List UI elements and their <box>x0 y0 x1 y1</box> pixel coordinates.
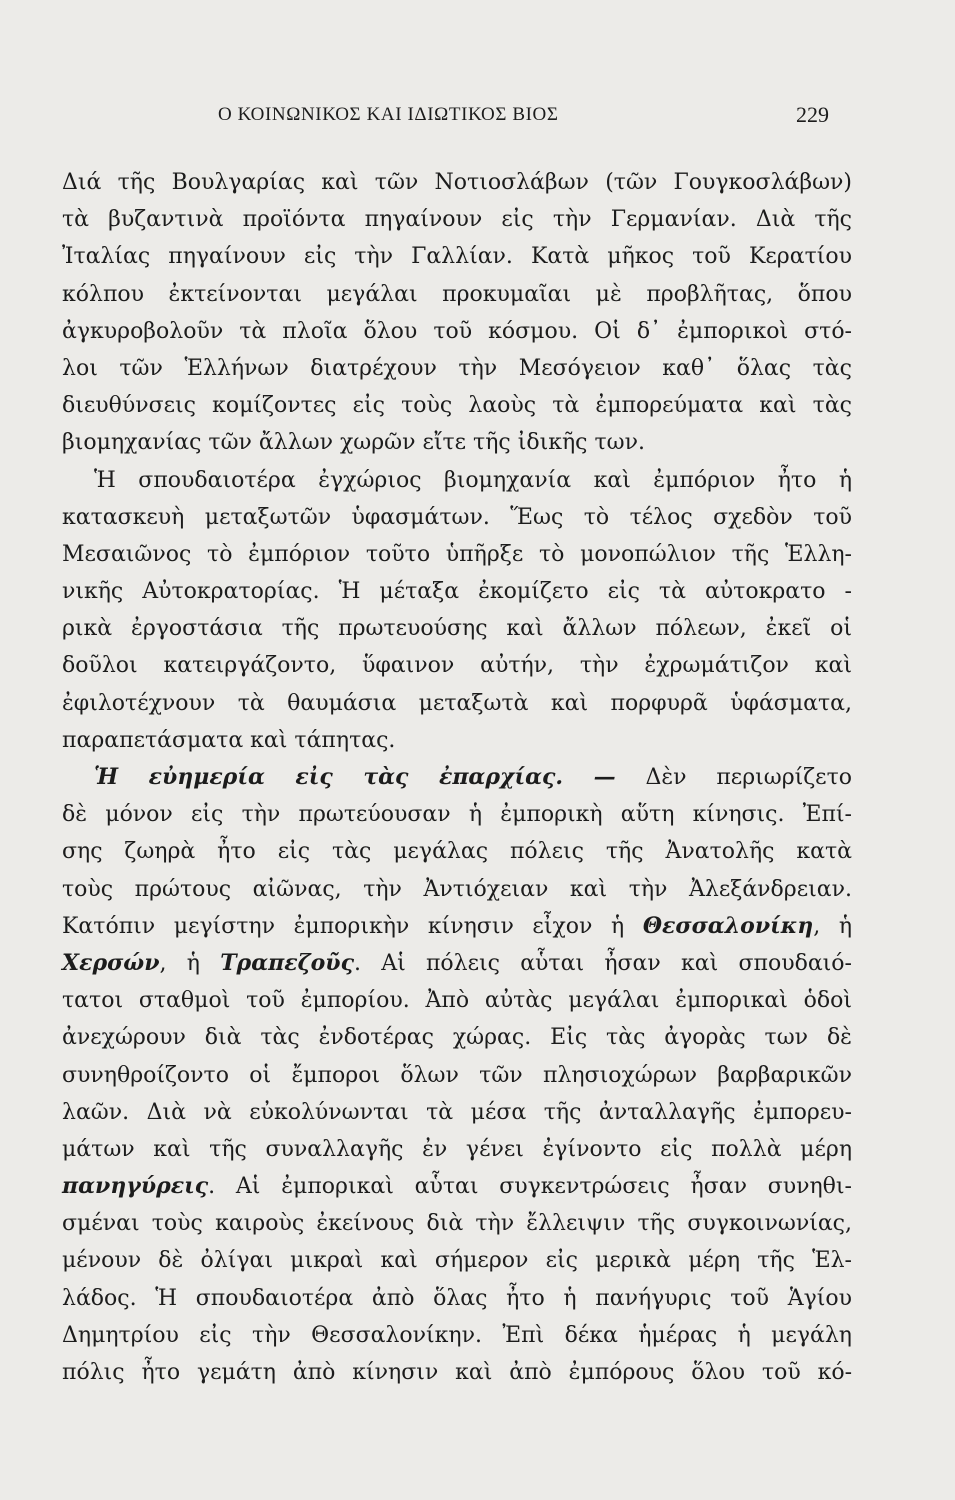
text-line: λάδος. Ἡ σπουδαιοτέρα ἀπὸ ὅλας ἦτο ἡ πανήγυρις τοῦ Ἁγίου <box>62 1285 852 1311</box>
city-name: Θεσσαλονίκη <box>642 912 814 939</box>
body-text <box>62 164 852 1391</box>
text-line: ἀνεχώρουν διὰ τὰς ἐνδοτέρας χώρας. Εἰς τὰς ἀγορὰς των δὲ <box>62 1025 852 1051</box>
text-line: νικῆς Αὐτοκρατορίας. Ἡ μέταξα ἐκομίζετο εἰς τὰ αὐτοκρατο - <box>62 579 852 605</box>
text-line: Δὲν περιωρίζετο <box>645 765 852 790</box>
city-name: Τραπεζοῦς <box>220 949 354 976</box>
text-line: Μεσαιῶνος τὸ ἐμπόριον τοῦτο ὑπῆρξε τὸ μονοπώλιον τῆς Ἑλλη- <box>62 541 852 567</box>
text-line: τατοι σταθμοὶ τοῦ ἐμπορίου. Ἀπὸ αὐτὰς μεγάλαι ἐμπορικαὶ ὁδοὶ <box>62 988 852 1014</box>
emphasized-term: πανηγύρεις <box>62 1173 209 1200</box>
text-line-with-term <box>62 1168 852 1205</box>
text-line: ἐφιλοτέχνουν τὰ θαυμάσια μεταξωτὰ καὶ πορφυρᾶ ὑφάσματα, <box>62 690 852 716</box>
city-name: Χερσών <box>62 949 160 976</box>
text-line: Διά τῆς Βουλγαρίας καὶ τῶν Νοτιοσλάβων (τῶν Γουγκοσλάβων) <box>62 170 852 195</box>
text-line: Κατόπιν μεγίστην ἐμπορικὴν κίνησιν εἶχον ἡ <box>62 913 625 939</box>
text-line: δοῦλοι κατειργάζοντο, ὕφαινον αὐτήν, τὴν ἐχρωμάτιζον καὶ <box>62 653 852 679</box>
text-line: πόλις ἦτο γεμάτη ἀπὸ κίνησιν καὶ ἀπὸ ἐμπόρους ὅλου τοῦ κό- <box>62 1360 852 1385</box>
text-line: ἀγκυροβολοῦν τὰ πλοῖα ὅλου τοῦ κόσμου. Οἱ δ᾿ ἐμπορικοὶ στό- <box>62 318 852 344</box>
text-line: τὰ βυζαντινὰ προϊόντα πηγαίνουν εἰς τὴν Γερμανίαν. Διὰ τῆς <box>62 207 852 233</box>
text-line: . Αἱ πόλεις αὗται ἦσαν καὶ σπουδαιό- <box>353 950 852 976</box>
running-head: Ο ΚΟΙΝΩΝΙΚΟΣ ΚΑΙ ΙΔΙΩΤΙΚΟΣ ΒΙΟΣ <box>218 104 559 125</box>
text-line: μάτων καὶ τῆς συναλλαγῆς ἐν γένει ἐγίνοντο εἰς πολλὰ μέρη <box>62 1136 852 1162</box>
text-line: σμέναι τοὺς καιροὺς ἐκείνους διὰ τὴν ἔλλειψιν τῆς συγκοινωνίας, <box>62 1211 852 1237</box>
text-line: σης ζωηρὰ ἦτο εἰς τὰς μεγάλας πόλεις τῆς Ἀνατολῆς κατὰ <box>62 839 852 865</box>
text-line-with-city <box>62 908 852 945</box>
text-line: , ἡ <box>813 913 852 939</box>
text-line: Ἰταλίας πηγαίνουν εἰς τὴν Γαλλίαν. Κατὰ μῆκος τοῦ Κερατίου <box>62 244 852 270</box>
section-heading-line <box>62 759 852 796</box>
text-line: Δημητρίου εἰς τὴν Θεσσαλονίκην. Ἐπὶ δέκα ἡμέρας ἡ μεγάλη <box>62 1322 852 1348</box>
text-line: τοὺς πρώτους αἰῶνας, τὴν Ἀντιόχειαν καὶ τὴν Ἀλεξάνδρειαν. <box>62 876 852 902</box>
text-line: παραπετάσματα καὶ τάπητας. <box>62 727 396 753</box>
page-number: 229 <box>796 102 829 127</box>
text-line: συνηθροίζοντο οἱ ἔμποροι ὅλων τῶν πλησιοχώρων βαρβαρικῶν <box>62 1062 852 1088</box>
text-line: βιομηχανίας τῶν ἄλλων χωρῶν εἴτε τῆς ἰδικῆς των. <box>62 430 645 456</box>
text-line: , ἡ <box>159 950 200 976</box>
text-line: ρικὰ ἐργοστάσια τῆς πρωτευούσης καὶ ἄλλων πόλεων, ἐκεῖ οἱ <box>62 616 852 642</box>
text-line: κατασκευὴ μεταξωτῶν ὑφασμάτων. Ἕως τὸ τέλος σχεδὸν τοῦ <box>62 504 852 530</box>
section-heading: Ἡ εὐημερία εἰς τὰς ἐπαρχίας. — <box>94 764 616 790</box>
text-line: λοι τῶν Ἑλλήνων διατρέχουν τὴν Μεσόγειον καθ᾿ ὅλας τὰς <box>62 355 852 381</box>
text-line: . Αἱ ἐμπορικαὶ αὗται συγκεντρώσεις ἦσαν συνηθι- <box>208 1174 852 1200</box>
page-header <box>0 104 955 128</box>
text-line: λαῶν. Διὰ νὰ εὐκολύνωνται τὰ μέσα τῆς ἀνταλλαγῆς ἐμπορευ- <box>62 1099 852 1125</box>
text-line: Ἡ σπουδαιοτέρα ἐγχώριος βιομηχανία καὶ ἐμπόριον ἦτο ἡ <box>94 467 852 493</box>
text-line: μένουν δὲ ὀλίγαι μικραὶ καὶ σήμερον εἰς μερικὰ μέρη τῆς Ἑλ- <box>62 1248 852 1274</box>
text-line-with-city <box>62 945 852 982</box>
text-line: κόλπου ἐκτείνονται μεγάλαι προκυμαῖαι μὲ προβλῆτας, ὅπου <box>62 281 852 307</box>
text-line: διευθύνσεις κομίζοντες εἰς τοὺς λαοὺς τὰ ἐμπορεύματα καὶ τὰς <box>62 393 852 419</box>
text-line: δὲ μόνον εἰς τὴν πρωτεύουσαν ἡ ἐμπορικὴ αὕτη κίνησις. Ἐπί- <box>62 802 852 828</box>
